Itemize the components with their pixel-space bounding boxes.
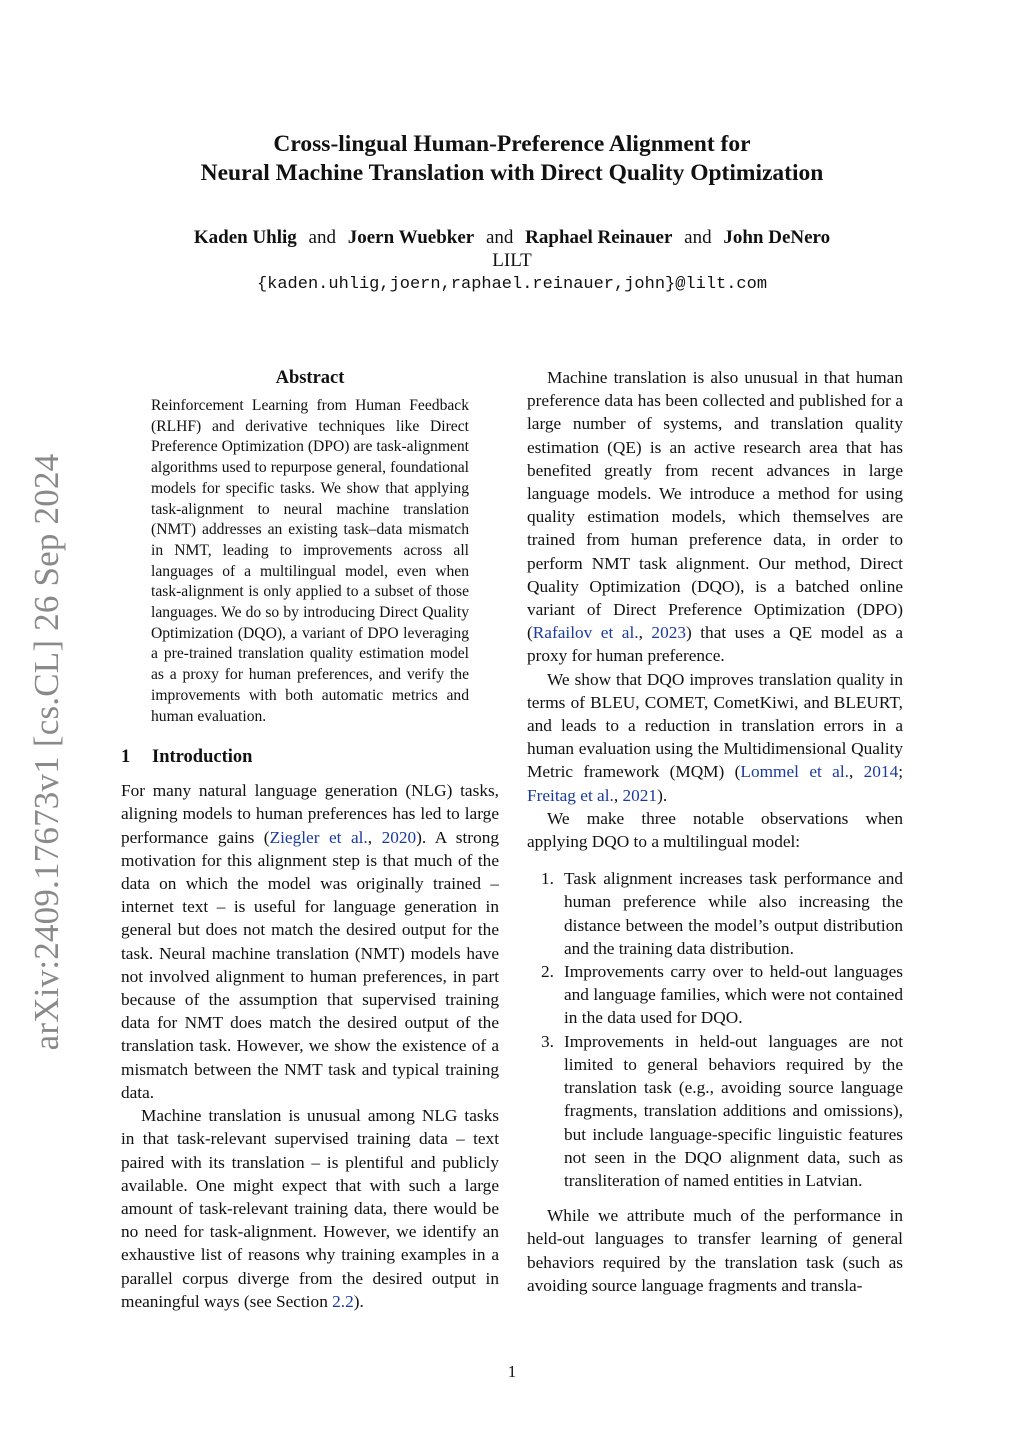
arxiv-identifier-stamp: [22, 452, 72, 1052]
arxiv-stamp-text: arXiv:2409.17673v1 [cs.CL] 26 Sep 2024: [27, 453, 66, 1051]
citation-link[interactable]: Lommel et al.: [740, 762, 849, 782]
author-list: [0, 226, 1024, 250]
citation-link[interactable]: Rafailov et al.: [532, 623, 639, 643]
author-name: Kaden Uhlig: [193, 227, 297, 248]
author-name: Joern Wuebker: [347, 227, 475, 248]
author-conjunction: and: [684, 227, 712, 248]
citation-year-link[interactable]: 2021: [622, 785, 658, 805]
intro-paragraph-1: For many natural language generation (NLG) tasks, aligning models to human preferences has led to large performance gains (Ziegler et al., 2020). A strong motivation for this alignment step is that much of the data on which the model was originally trained – internet text – is useful for language generation in general but does not match the desired output for the task. Neural machine translation (NMT) models have not involved alignment to human preferences, in part because of the assumption that supervised training data for NMT does match the desired output of the translation task. However, we show the existence of a mismatch between the NMT task and typical training data.: [121, 781, 499, 1102]
title-line-2: Neural Machine Translation with Direct Quality Optimization: [200, 160, 824, 186]
author-name: Raphael Reinauer: [525, 227, 673, 248]
right-column: [527, 366, 903, 1297]
list-item: [527, 867, 903, 960]
citation-year-link[interactable]: 2023: [651, 623, 686, 643]
list-item: [527, 960, 903, 1030]
citation-link[interactable]: Freitag et al.: [527, 785, 614, 805]
left-column: [121, 366, 499, 1313]
list-item-text: Improvements in held-out languages are not limited to general behaviors required by the translation task (e.g., avoiding source language fragments, translation additions and omissions), but include language-specific linguistic features not seen in the DQO alignment data, such as transliteration of named entities in Latvian.: [564, 1031, 903, 1190]
abstract-heading: Abstract: [275, 368, 345, 388]
citation-link[interactable]: Ziegler et al.: [269, 827, 368, 847]
intro-paragraph-2: Machine translation is unusual among NLG tasks in that task-relevant supervised training data – text paired with its translation – is plentiful and publicly available. One might expect that with such a large amount of task-relevant training data, there would be no need for task-alignment. However, we identify an exhaustive list of reasons why training examples in a parallel corpus diverge from the desired output in meaningful ways (see Section 2.2).: [121, 1106, 499, 1311]
intro-paragraph-5: We make three notable observations when applying DQO to a multilingual model:: [527, 808, 903, 852]
section-number: 1: [121, 747, 131, 768]
citation-year-link[interactable]: 2020: [381, 827, 417, 847]
list-marker: 3.: [541, 1031, 554, 1051]
citation-year-link[interactable]: 2014: [863, 762, 899, 782]
author-affiliation: LILT: [492, 250, 532, 271]
intro-paragraph-6: While we attribute much of the performance in held-out languages to transfer learning of general behaviors required by the translation task (such as avoiding source language fragments and transla-: [527, 1206, 903, 1295]
observations-list: [527, 867, 903, 1192]
page-number: 1: [507, 1362, 517, 1381]
author-conjunction: and: [308, 227, 336, 248]
list-item-text: Task alignment increases task performance and human preference while also increasing the distance between the model’s output distribution and the training data distribution.: [564, 869, 903, 958]
author-email: {kaden.uhlig,joern,raphael.reinauer,john}@lilt.com: [256, 275, 768, 294]
list-item: [527, 1030, 903, 1192]
intro-paragraph-3: Machine translation is also unusual in that human preference data has been collected and published for a large number of systems, and translation quality estimation (QE) is an active research area that has benefited greatly from recent advances in large language models. We introduce a method for using quality estimation models, which themselves are trained from human preference data, in order to perform NMT task alignment. Our method, Direct Quality Optimization (DQO), is a batched online variant of Direct Preference Optimization (DPO) (Rafailov et al., 2023) that uses a QE model as a proxy for human preference.: [527, 368, 904, 666]
section-reference-link[interactable]: 2.2: [332, 1291, 354, 1311]
section-title: Introduction: [152, 747, 253, 768]
author-conjunction: and: [485, 227, 514, 248]
title-line-1: Cross-lingual Human-Preference Alignment for: [273, 131, 751, 157]
author-name: John DeNero: [723, 227, 831, 248]
paper-title: [0, 130, 1024, 188]
abstract-body: Reinforcement Learning from Human Feedback (RLHF) and derivative techniques like Direct Preference Optimization (DPO) are task-alignment algorithms used to repurpose general, foundational models for specific tasks. We show that applying task-alignment to neural machine translation (NMT) addresses an existing task–data mismatch in NMT, leading to improvements across all languages of a multilingual model, even when task-alignment is only applied to a subset of those languages. We do so by introducing Direct Quality Optimization (DQO), a variant of DPO leveraging a pre-trained translation quality estimation model as a proxy for human preferences, and verify the improvements with both automatic metrics and human evaluation.: [151, 397, 469, 725]
intro-paragraph-4: We show that DQO improves translation quality in terms of BLEU, COMET, CometKiwi, and BLEURT, and leads to a reduction in translation errors in a human evaluation using the Multidimensional Quality Metric framework (MQM) (Lommel et al., 2014; Freitag et al., 2021).: [527, 669, 904, 805]
list-marker: 1.: [541, 869, 554, 889]
list-marker: 2.: [541, 962, 554, 982]
section-heading-introduction: [121, 745, 499, 769]
list-item-text: Improvements carry over to held-out languages and language families, which were not contained in the data used for DQO.: [564, 962, 903, 1028]
